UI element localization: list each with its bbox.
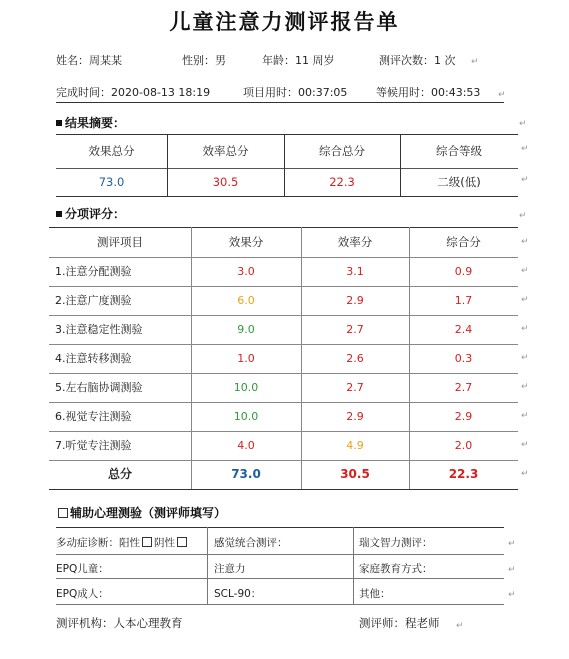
paragraph-mark-icon: ↵ — [508, 539, 516, 549]
efficiency-score: 4.9 — [346, 439, 364, 452]
paragraph-mark-icon: ↵ — [519, 211, 527, 221]
paragraph-mark-icon: ↵ — [456, 621, 464, 631]
paragraph-mark-icon: ↵ — [521, 295, 529, 305]
paragraph-mark-icon: ↵ — [521, 237, 529, 247]
total-effect-score: 73.0 — [231, 467, 261, 481]
detail-item-label: 4.注意转移测验 — [55, 352, 132, 365]
aux-heading: 辅助心理测验（测评师填写） — [56, 504, 226, 521]
detail-item-label: 5.左右脑协调测验 — [55, 381, 143, 394]
detail-item-label: 7.听觉专注测验 — [55, 439, 132, 452]
checkbox-icon[interactable] — [142, 537, 152, 547]
summary-header: 综合等级 — [436, 144, 482, 158]
paragraph-mark-icon: ↵ — [521, 469, 529, 479]
efficiency-score: 2.6 — [346, 352, 364, 365]
evaluator-field: 测评师：程老师 — [359, 616, 440, 630]
name-field: 姓名：周某某 — [56, 54, 122, 67]
effect-score: 4.0 — [237, 439, 255, 452]
overall-score: 0.9 — [454, 265, 473, 278]
overall-score: 2.7 — [454, 381, 473, 394]
org-field: 测评机构：人本心理教育 — [56, 616, 183, 630]
summary-grade: 二级(低) — [437, 175, 481, 189]
page-title: 儿童注意力测评报告单 — [169, 10, 400, 34]
efficiency-score: 3.1 — [346, 265, 364, 278]
summary-effect-total: 73.0 — [98, 175, 125, 189]
summary-header: 综合总分 — [319, 144, 365, 158]
summary-overall-total: 22.3 — [329, 175, 355, 189]
square-bullet-icon — [56, 211, 62, 217]
efficiency-score: 2.7 — [346, 323, 364, 336]
detail-item-label: 2.注意广度测验 — [55, 294, 132, 307]
info-underline — [56, 102, 504, 103]
test-count-field: 测评次数：1 次 — [379, 54, 456, 67]
other-field: 其他： — [359, 588, 391, 600]
wait-time-field: 等候用时：00:43:53 — [376, 86, 481, 99]
project-time-field: 项目用时：00:37:05 — [243, 86, 348, 99]
effect-score: 9.0 — [237, 323, 255, 336]
paragraph-mark-icon: ↵ — [521, 411, 529, 421]
checkbox-icon — [58, 508, 68, 518]
adhd-diagnosis-field: 多动症诊断：阳性 阴性 — [56, 535, 189, 550]
overall-score: 2.4 — [454, 323, 473, 336]
sensory-integration-field: 感觉统合测评： — [214, 537, 288, 549]
efficiency-score: 2.7 — [346, 381, 364, 394]
checkbox-icon[interactable] — [177, 537, 187, 547]
paragraph-mark-icon: ↵ — [519, 119, 527, 129]
paragraph-mark-icon: ↵ — [471, 57, 479, 67]
detail-item-label: 6.视觉专注测验 — [55, 410, 132, 423]
paragraph-mark-icon: ↵ — [498, 90, 506, 100]
detail-header: 测评项目 — [97, 235, 143, 249]
scl90-field: SCL-90： — [214, 588, 262, 600]
epq-child-field: EPQ儿童： — [56, 563, 109, 575]
detail-table-border — [49, 489, 518, 490]
paragraph-mark-icon: ↵ — [521, 353, 529, 363]
summary-header: 效果总分 — [88, 144, 135, 158]
detail-header: 综合分 — [446, 235, 481, 249]
effect-score: 6.0 — [237, 294, 255, 307]
detail-header: 效率分 — [337, 235, 373, 249]
epq-adult-field: EPQ成人： — [56, 588, 109, 600]
total-label: 总分 — [107, 467, 132, 481]
efficiency-score: 2.9 — [346, 410, 364, 423]
overall-score: 0.3 — [454, 352, 473, 365]
paragraph-mark-icon: ↵ — [521, 266, 529, 276]
paragraph-mark-icon: ↵ — [508, 590, 516, 600]
detail-heading: 分项评分： — [56, 205, 125, 222]
overall-score: 1.7 — [454, 294, 473, 307]
paragraph-mark-icon: ↵ — [521, 324, 529, 334]
aux-table-border — [56, 527, 504, 528]
summary-header: 效率总分 — [202, 144, 249, 158]
detail-item-label: 3.注意稳定性测验 — [55, 323, 143, 336]
age-field: 年龄：11 周岁 — [262, 54, 335, 67]
aux-table-border — [353, 527, 354, 604]
effect-score: 1.0 — [237, 352, 255, 365]
aux-table-border — [56, 604, 504, 605]
total-overall-score: 22.3 — [448, 467, 479, 481]
paragraph-mark-icon: ↵ — [521, 440, 529, 450]
parenting-style-field: 家庭教育方式： — [359, 563, 433, 575]
square-bullet-icon — [56, 120, 62, 126]
overall-score: 2.0 — [454, 439, 473, 452]
effect-score: 10.0 — [233, 381, 259, 394]
overall-score: 2.9 — [454, 410, 473, 423]
detail-header: 效果分 — [228, 235, 264, 249]
attention-field: 注意力 — [214, 563, 246, 575]
summary-efficiency-total: 30.5 — [212, 175, 239, 189]
aux-table-border — [207, 527, 208, 604]
paragraph-mark-icon: ↵ — [521, 144, 529, 154]
effect-score: 3.0 — [237, 265, 255, 278]
aux-table-border — [56, 578, 504, 579]
raven-iq-field: 瑞文智力测评： — [359, 537, 433, 549]
gender-field: 性别：男 — [182, 54, 226, 67]
paragraph-mark-icon: ↵ — [521, 382, 529, 392]
effect-score: 10.0 — [233, 410, 259, 423]
paragraph-mark-icon: ↵ — [508, 565, 516, 575]
detail-item-label: 1.注意分配测验 — [55, 265, 132, 278]
summary-heading: 结果摘要： — [56, 114, 125, 131]
aux-table-border — [56, 554, 504, 555]
efficiency-score: 2.9 — [346, 294, 364, 307]
total-efficiency-score: 30.5 — [340, 467, 370, 481]
finish-time-field: 完成时间：2020-08-13 18:19 — [56, 86, 211, 99]
paragraph-mark-icon: ↵ — [521, 175, 529, 185]
